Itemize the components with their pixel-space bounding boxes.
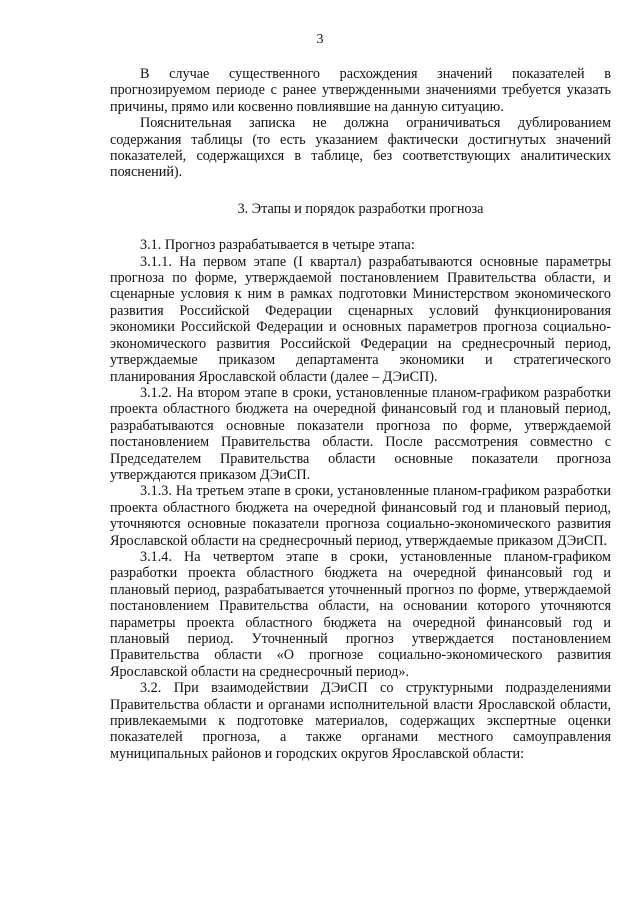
document-body	[110, 66, 611, 762]
paragraph-explanatory-note: Пояснительная записка не должна ограничиваться дублированием содержания таблицы (то есть указанием фактически достигнутых значений показателей, содержащихся в таблице, без соответствующих аналитических пояснений).	[110, 115, 611, 181]
paragraph-3-1-4: 3.1.4. На четвертом этапе в сроки, установленные планом-графиком разработки проекта областного бюджета на очередной финансовый год и плановый период, разрабатывается уточненный прогноз по форме, утверждаемой постановлением Правительства области, на основании которого уточняются параметры проекта областного бюджета на очередной финансовый год и плановый период. Уточненный прогноз утверждается постановлением Правительства области «О прогнозе социально-экономического развития Ярославской области на среднесрочный период».	[110, 548, 611, 680]
paragraph-3-1-2: 3.1.2. На втором этапе в сроки, установленные планом-графиком разработки проекта областного бюджета на очередной финансовый год и плановый период, разрабатываются основные показатели прогноза по форме, утверждаемой постановлением Правительства области. После рассмотрения совместно с Председателем Правительства области основные показатели прогноза утверждаются приказом ДЭиСП.	[110, 384, 611, 483]
paragraph-discrepancy: В случае существенного расхождения значений показателей в прогнозируемом периоде с ранее утвержденными значениями требуется указать причины, прямо или косвенно повлиявшие на данную ситуацию.	[110, 66, 611, 115]
paragraph-3-1-1: 3.1.1. На первом этапе (I квартал) разрабатываются основные параметры прогноза по форме, утверждаемой постановлением Правительства области, и сценарные условия к ним в рамках подготовки Министерством экономического развития Российской Федерации сценарных условий функционирования экономики Российской Федерации и основных параметров прогноза социально-экономического развития Российской Федерации на среднесрочный период, утверждаемые приказом департамента экономики и стратегического планирования Ярославской области (далее – ДЭиСП).	[110, 253, 611, 385]
paragraph-3-2: 3.2. При взаимодействии ДЭиСП со структурными подразделениями Правительства области и органами исполнительной власти Ярославской области, привлекаемыми к подготовке материалов, содержащих экспертные оценки показателей прогноза, а также органами местного самоуправления муниципальных районов и городских округов Ярославской области:	[110, 680, 611, 762]
paragraph-3-1: 3.1. Прогноз разрабатывается в четыре этапа:	[140, 237, 415, 254]
section-heading: 3. Этапы и порядок разработки прогноза	[237, 200, 484, 217]
paragraph-3-1-3: 3.1.3. На третьем этапе в сроки, установленные планом-графиком разработки проекта областного бюджета на очередной финансовый год и плановый период, уточняются основные показатели прогноза социально-экономического развития Ярославской области на среднесрочный период, утверждаемые приказом ДЭиСП.	[110, 483, 611, 549]
page-number: 3	[316, 32, 324, 47]
